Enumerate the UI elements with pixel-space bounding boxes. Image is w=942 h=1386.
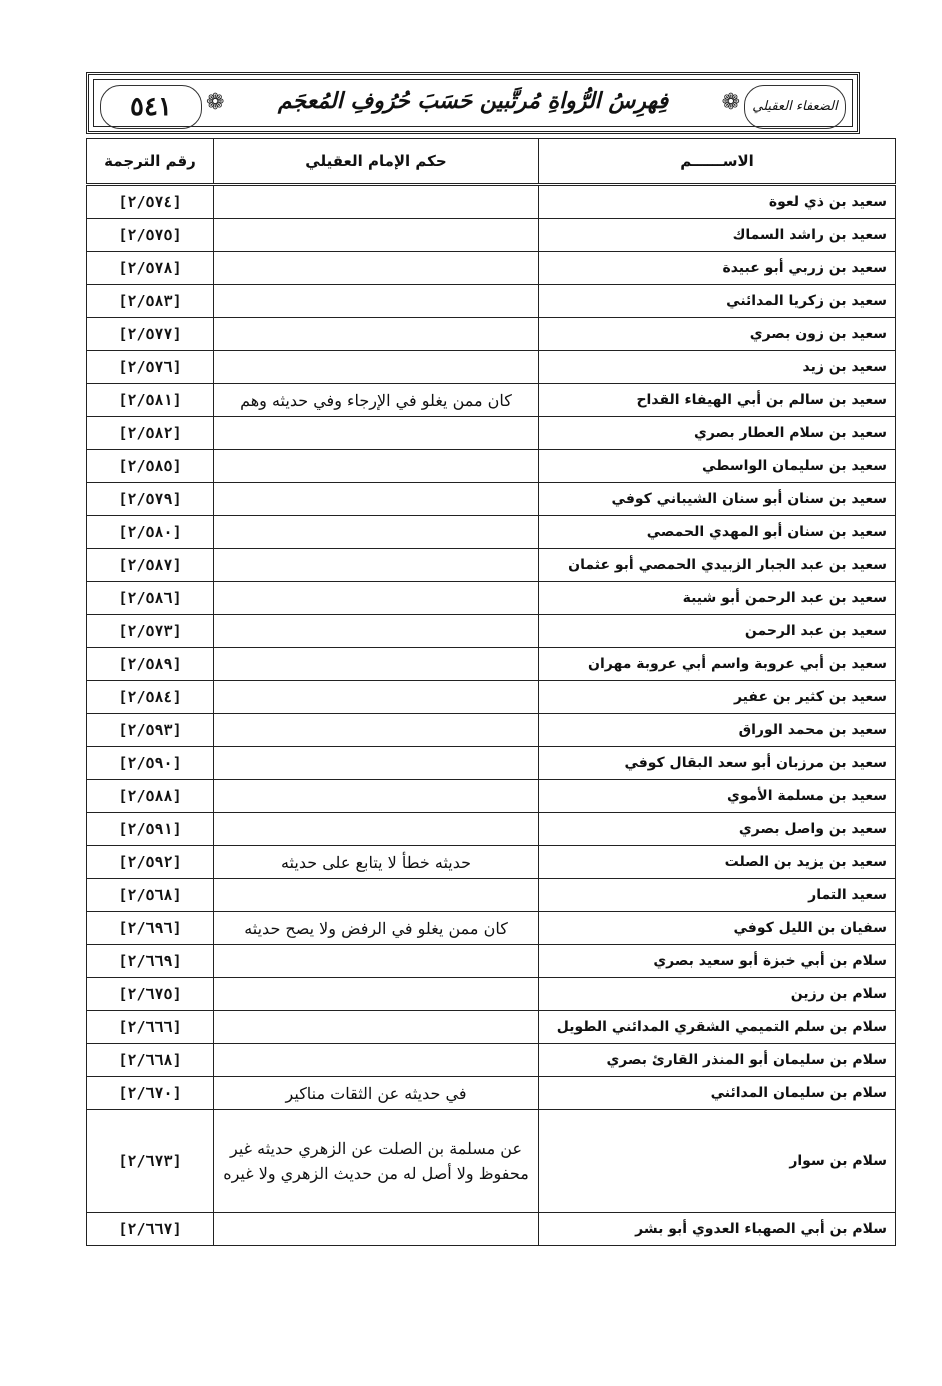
entry-reference: [٢/٥٧٤]: [87, 185, 214, 219]
narrator-name: سعيد بن عبد الرحمن أبو شيبة: [539, 582, 896, 615]
ruling-text: [214, 681, 539, 714]
narrator-name: سعيد بن زكريا المدائني: [539, 285, 896, 318]
entry-reference: [٢/٥٦٨]: [87, 879, 214, 912]
narrator-name: سعيد بن راشد السماك: [539, 219, 896, 252]
entry-reference: [٢/٥٩١]: [87, 813, 214, 846]
table-body: [87, 185, 896, 1246]
table-row: [87, 285, 896, 318]
table-row: [87, 879, 896, 912]
ruling-text: [214, 945, 539, 978]
entry-reference: [٢/٦٧٠]: [87, 1077, 214, 1110]
narrator-name: سلام بن سلم التميمي الشقري المدائني الطويل: [539, 1011, 896, 1044]
table-row: [87, 318, 896, 351]
column-header-name: الاســــــم: [539, 139, 896, 185]
entry-reference: [٢/٥٨٠]: [87, 516, 214, 549]
table-row: [87, 417, 896, 450]
entry-reference: [٢/٥٩٣]: [87, 714, 214, 747]
page-header: [86, 72, 860, 134]
entry-reference: [٢/٦٦٦]: [87, 1011, 214, 1044]
narrator-name: سعيد بن كثير بن عفير: [539, 681, 896, 714]
table-row: [87, 615, 896, 648]
book-logo: [744, 85, 846, 129]
entry-reference: [٢/٥٩٢]: [87, 846, 214, 879]
table-row: [87, 1110, 896, 1213]
table-row: [87, 780, 896, 813]
ruling-text: [214, 185, 539, 219]
ruling-text: [214, 648, 539, 681]
ruling-text: [214, 219, 539, 252]
table-row: [87, 185, 896, 219]
narrator-name: سعيد بن مرزبان أبو سعد البقال كوفي: [539, 747, 896, 780]
ruling-text: في حديثه عن الثقات مناكير: [214, 1077, 539, 1110]
ruling-text: [214, 1044, 539, 1077]
narrator-name: سعيد بن زيد: [539, 351, 896, 384]
entry-reference: [٢/٥٧٧]: [87, 318, 214, 351]
ruling-text: [214, 417, 539, 450]
narrator-name: سلام بن أبي الصهباء العدوي أبو بشر: [539, 1213, 896, 1246]
table-row: [87, 252, 896, 285]
table-row: [87, 1044, 896, 1077]
ruling-text: [214, 780, 539, 813]
ruling-text: كان ممن يغلو في الإرجاء وفي حديثه وهم: [214, 384, 539, 417]
ruling-text: [214, 879, 539, 912]
narrator-name: سعيد بن زربي أبو عبيدة: [539, 252, 896, 285]
entry-reference: [٢/٥٨٣]: [87, 285, 214, 318]
entry-reference: [٢/٥٧٦]: [87, 351, 214, 384]
narrator-name: سلام بن سوار: [539, 1110, 896, 1213]
ruling-text: [214, 582, 539, 615]
narrators-index-table: [86, 138, 896, 1246]
table-row: [87, 351, 896, 384]
narrator-name: سفيان بن الليل كوفي: [539, 912, 896, 945]
entry-reference: [٢/٦٧٥]: [87, 978, 214, 1011]
ruling-text: [214, 318, 539, 351]
narrator-name: سعيد التمار: [539, 879, 896, 912]
narrator-name: سعيد بن ذي لعوة: [539, 185, 896, 219]
table-row: [87, 945, 896, 978]
entry-reference: [٢/٥٧٨]: [87, 252, 214, 285]
narrator-name: سعيد بن واصل بصري: [539, 813, 896, 846]
ruling-text: [214, 351, 539, 384]
entry-reference: [٢/٥٨٦]: [87, 582, 214, 615]
entry-reference: [٢/٦٧٣]: [87, 1110, 214, 1213]
table-row: [87, 1213, 896, 1246]
ruling-text: [214, 813, 539, 846]
entry-reference: [٢/٦٩٦]: [87, 912, 214, 945]
entry-reference: [٢/٥٨٥]: [87, 450, 214, 483]
narrator-name: سعيد بن محمد الوراق: [539, 714, 896, 747]
narrator-name: سعيد بن أبي عروبة واسم أبي عروبة مهران: [539, 648, 896, 681]
entry-reference: [٢/٥٨٧]: [87, 549, 214, 582]
header-frame: [93, 79, 853, 127]
ruling-text: [214, 714, 539, 747]
entry-reference: [٢/٥٨٩]: [87, 648, 214, 681]
ruling-text: [214, 450, 539, 483]
table-header-row: [87, 139, 896, 185]
book-logo-text: الضعفاء العقيلي: [752, 99, 838, 114]
ruling-text: [214, 483, 539, 516]
table-row: [87, 978, 896, 1011]
narrator-name: سلام بن أبي خبزة أبو سعيد بصري: [539, 945, 896, 978]
page-number-badge: [100, 85, 202, 129]
table-row: [87, 846, 896, 879]
ruling-text: [214, 549, 539, 582]
table-row: [87, 549, 896, 582]
table-row: [87, 747, 896, 780]
column-header-ruling: حكم الإمام العقيلي: [214, 139, 539, 185]
table-row: [87, 219, 896, 252]
ruling-text: [214, 1213, 539, 1246]
narrator-name: سلام بن رزين: [539, 978, 896, 1011]
narrator-name: سعيد بن سنان أبو المهدي الحمصي: [539, 516, 896, 549]
ruling-text: [214, 1011, 539, 1044]
table-row: [87, 681, 896, 714]
entry-reference: [٢/٦٦٨]: [87, 1044, 214, 1077]
narrator-name: سعيد بن عبد الجبار الزبيدي الحمصي أبو عثمان: [539, 549, 896, 582]
narrator-name: سعيد بن يزيد بن الصلت: [539, 846, 896, 879]
table-row: [87, 714, 896, 747]
page-number: ٥٤١: [130, 92, 172, 122]
entry-reference: [٢/٥٧٣]: [87, 615, 214, 648]
entry-reference: [٢/٥٧٩]: [87, 483, 214, 516]
entry-reference: [٢/٥٩٠]: [87, 747, 214, 780]
ruling-text: [214, 978, 539, 1011]
ruling-text: [214, 747, 539, 780]
entry-reference: [٢/٥٨٨]: [87, 780, 214, 813]
table-row: [87, 912, 896, 945]
ruling-text: حديثه خطأ لا يتابع على حديثه: [214, 846, 539, 879]
ruling-text: [214, 615, 539, 648]
table-row: [87, 1077, 896, 1110]
ruling-text: كان ممن يغلو في الرفض ولا يصح حديثه: [214, 912, 539, 945]
table-row: [87, 483, 896, 516]
ruling-text: [214, 285, 539, 318]
table-row: [87, 813, 896, 846]
entry-reference: [٢/٥٧٥]: [87, 219, 214, 252]
entry-reference: [٢/٦٦٩]: [87, 945, 214, 978]
table-row: [87, 648, 896, 681]
entry-reference: [٢/٥٨٤]: [87, 681, 214, 714]
narrator-name: سعيد بن زون بصري: [539, 318, 896, 351]
ruling-text: [214, 516, 539, 549]
entry-reference: [٢/٥٨٢]: [87, 417, 214, 450]
narrator-name: سعيد بن عبد الرحمن: [539, 615, 896, 648]
narrator-name: سعيد بن سنان أبو سنان الشيباني كوفي: [539, 483, 896, 516]
narrator-name: سعيد بن سلام العطار بصري: [539, 417, 896, 450]
ornament-left-icon: ❁: [206, 90, 225, 115]
entry-reference: [٢/٥٨١]: [87, 384, 214, 417]
table-row: [87, 516, 896, 549]
narrator-name: سعيد بن سالم بن أبي الهيفاء القداح: [539, 384, 896, 417]
table-row: [87, 384, 896, 417]
page-title: فِهرِسُ الرُّواةِ مُرتَّبين حَسَبَ حُرُوفِ المُعجَم: [277, 88, 669, 114]
table-row: [87, 450, 896, 483]
ruling-text: عن مسلمة بن الصلت عن الزهري حديثه غير محفوظ ولا أصل له من حديث الزهري ولا غيره: [214, 1110, 539, 1213]
entry-reference: [٢/٦٦٧]: [87, 1213, 214, 1246]
table-row: [87, 1011, 896, 1044]
column-header-ref: رقم الترجمة: [87, 139, 214, 185]
narrator-name: سلام بن سليمان المدائني: [539, 1077, 896, 1110]
narrator-name: سعيد بن سليمان الواسطي: [539, 450, 896, 483]
ornament-right-icon: ❁: [721, 90, 740, 115]
table-row: [87, 582, 896, 615]
narrator-name: سعيد بن مسلمة الأموي: [539, 780, 896, 813]
ruling-text: [214, 252, 539, 285]
narrator-name: سلام بن سليمان أبو المنذر القارئ بصري: [539, 1044, 896, 1077]
